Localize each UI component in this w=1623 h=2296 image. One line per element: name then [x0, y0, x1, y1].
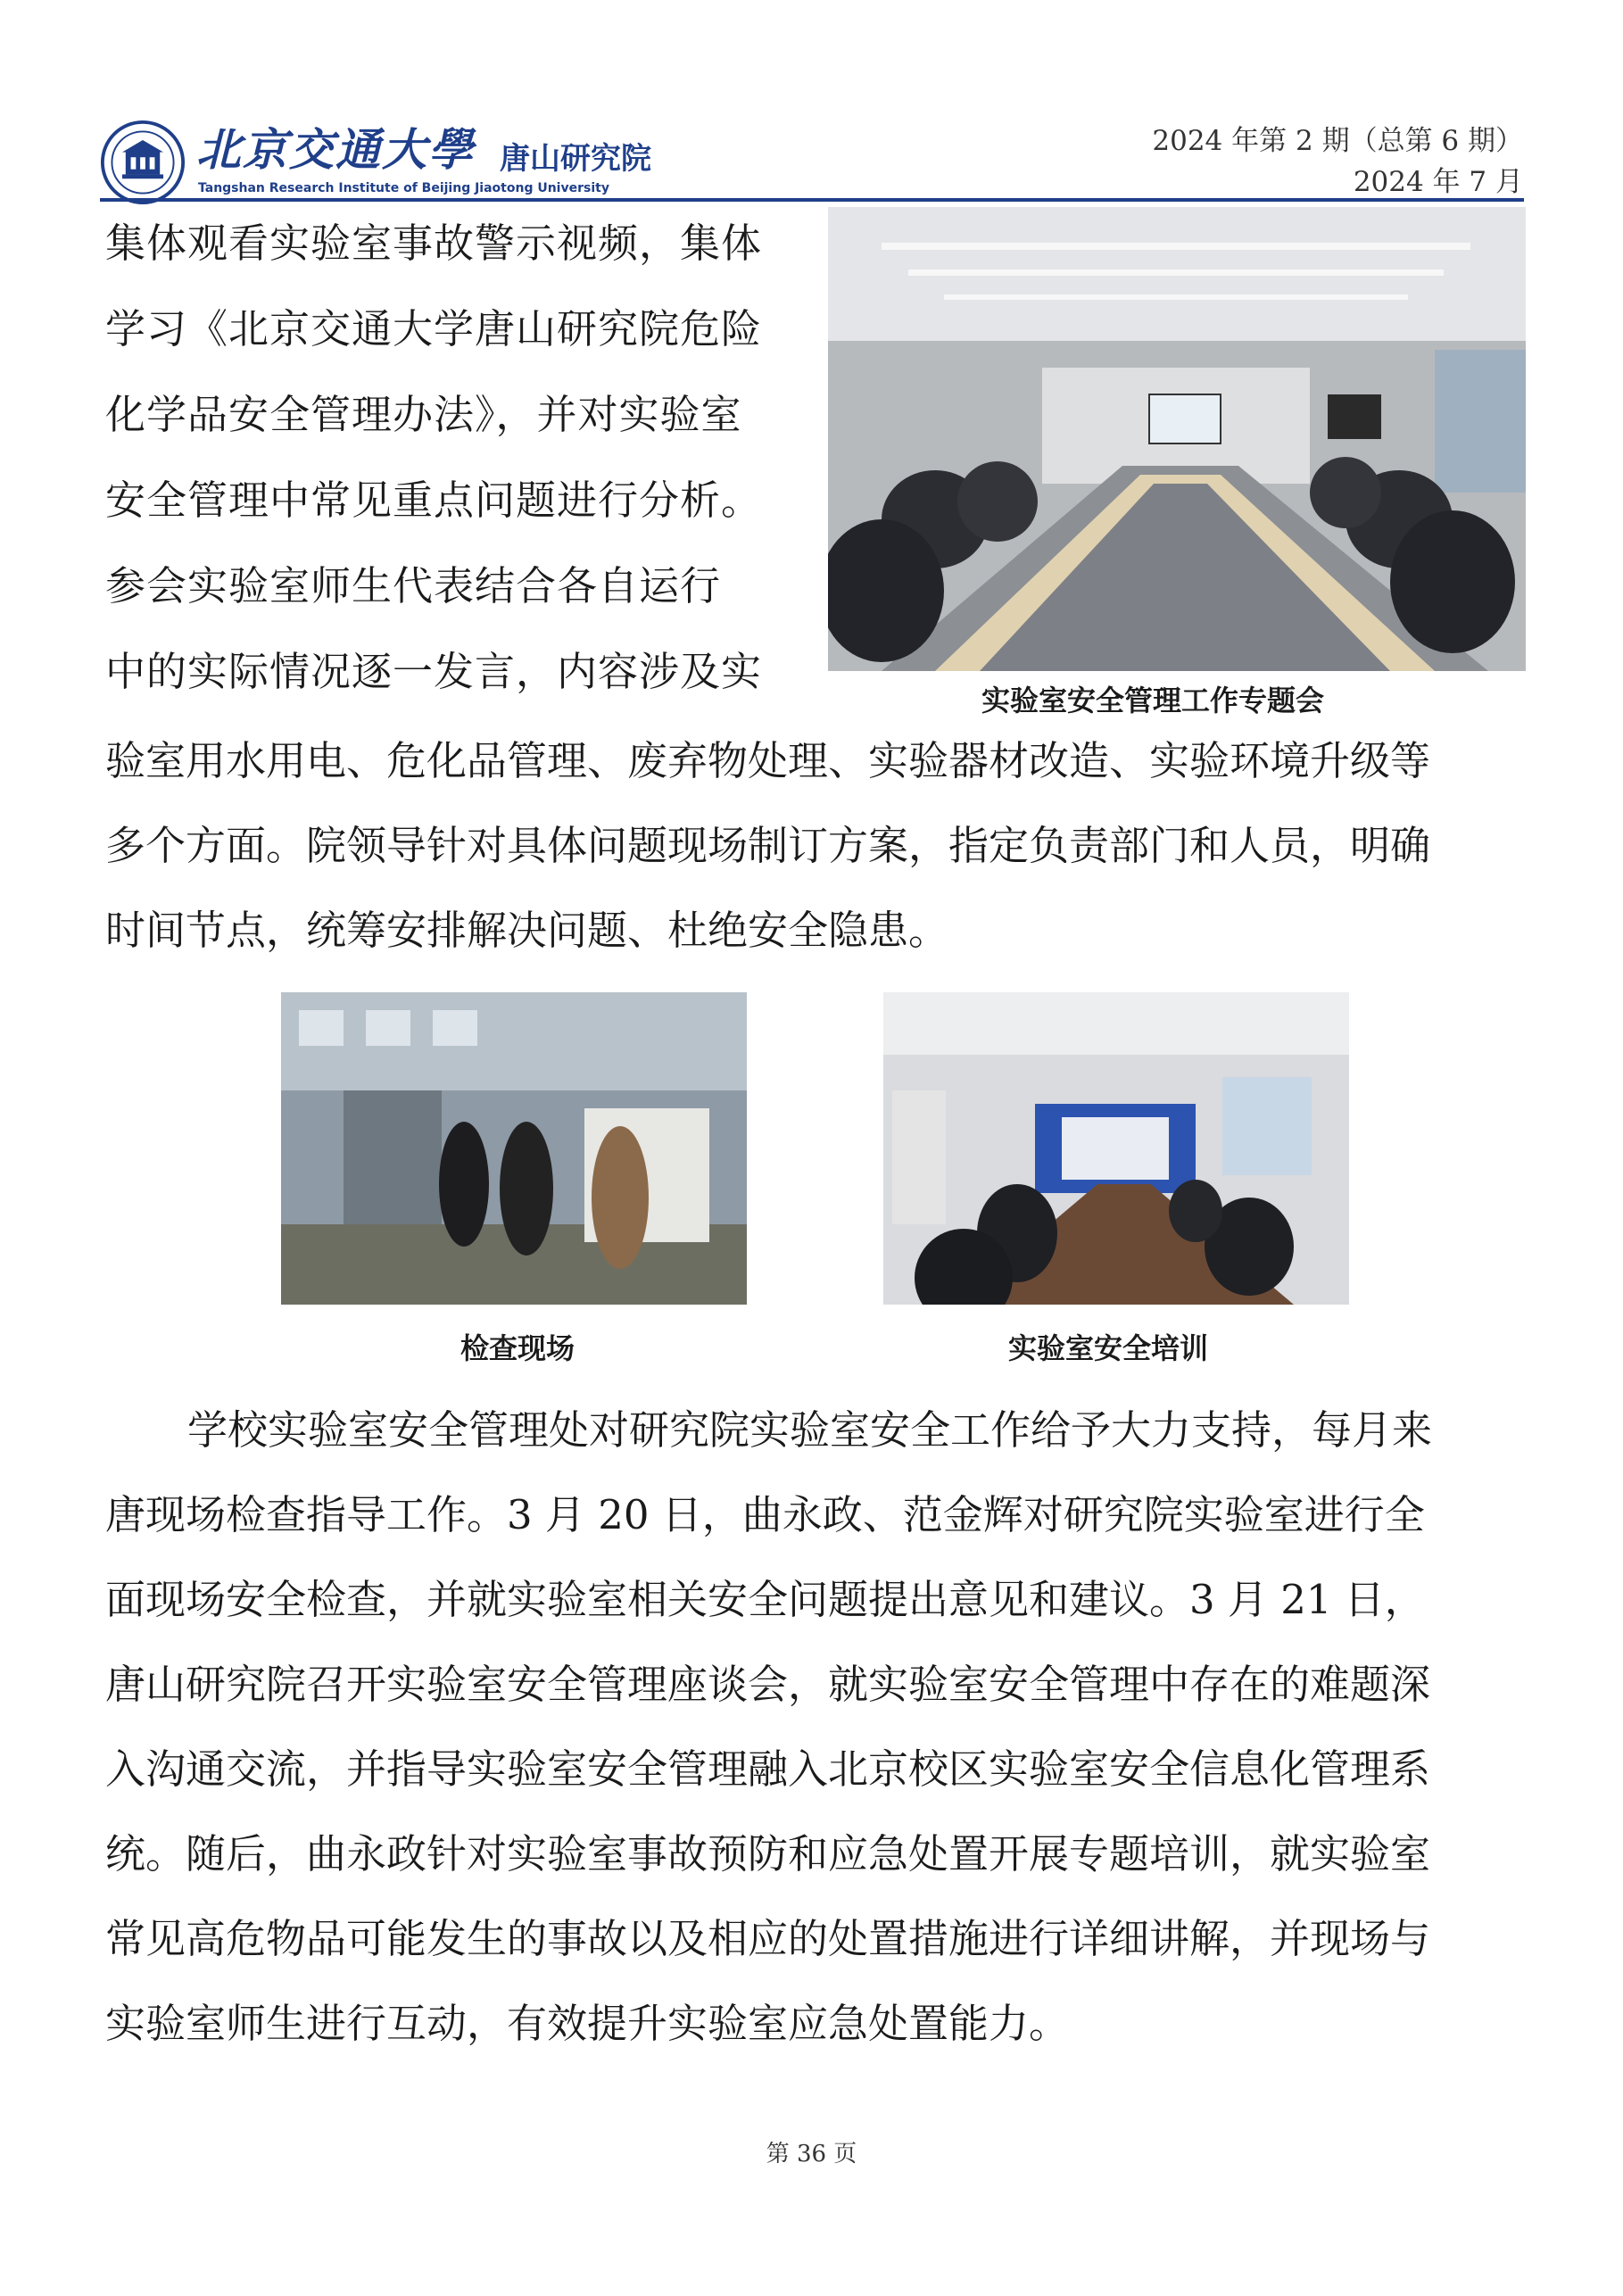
training-room-photo: [883, 992, 1349, 1305]
paragraph-line: 集体观看实验室事故警示视频，集体: [105, 220, 763, 267]
issue-number: 2024 年第 2 期（总第 6 期）: [1152, 125, 1523, 157]
paragraph-line: 统。随后，曲永政针对实验室事故预防和应急处置开展专题培训，就实验室: [105, 1830, 1431, 1877]
paragraph-line: 安全管理中常见重点问题进行分析。: [105, 477, 763, 524]
issue-date: 2024 年 7 月: [1353, 166, 1523, 198]
paragraph-line: 学习《北京交通大学唐山研究院危险: [105, 305, 763, 352]
photo-caption: 检查现场: [460, 1331, 576, 1365]
paragraph-line: 面现场安全检查，并就实验室相关安全问题提出意见和建议。3 月 21 日，: [105, 1576, 1425, 1623]
paragraph-line: 验室用水用电、危化品管理、废弃物处理、实验器材改造、实验环境升级等: [105, 737, 1431, 784]
paragraph-line: 中的实际情况逐一发言，内容涉及实: [105, 648, 763, 695]
paragraph-line: 时间节点，统筹安排解决问题、杜绝安全隐患。: [105, 907, 949, 954]
logo-english-name: Tangshan Research Institute of Beijing Jiaotong University: [198, 181, 609, 195]
logo-institute-name: 唐山研究院: [500, 141, 651, 177]
lab-inspection-photo: [281, 992, 747, 1305]
paragraph-line: 多个方面。院领导针对具体问题现场制订方案，指定负责部门和人员，明确: [105, 822, 1431, 869]
page-number: 第 36 页: [766, 2141, 857, 2168]
paragraph-line: 入沟通交流，并指导实验室安全管理融入北京校区实验室安全信息化管理系: [105, 1745, 1431, 1793]
paragraph-line: 学校实验室安全管理处对研究院实验室安全工作给予大力支持，每月来: [187, 1406, 1433, 1454]
paragraph-line: 实验室师生进行互动，有效提升实验室应急处置能力。: [105, 2000, 1070, 2047]
paragraph-line: 化学品安全管理办法》，并对实验室: [105, 391, 742, 438]
paragraph-line: 唐现场检查指导工作。3 月 20 日，曲永政、范金辉对研究院实验室进行全: [105, 1491, 1425, 1538]
photo-caption: 实验室安全管理工作专题会: [981, 684, 1325, 717]
logo-university-name: 北京交通大學: [196, 123, 475, 176]
university-seal-icon: [100, 120, 186, 205]
paragraph-line: 参会实验室师生代表结合各自运行: [105, 562, 722, 609]
header-divider: [100, 198, 1524, 202]
paragraph-line: 唐山研究院召开实验室安全管理座谈会，就实验室安全管理中存在的难题深: [105, 1661, 1431, 1708]
conference-room-photo: [828, 207, 1526, 671]
photo-caption: 实验室安全培训: [1008, 1331, 1209, 1365]
paragraph-line: 常见高危物品可能发生的事故以及相应的处置措施进行详细讲解，并现场与: [105, 1915, 1431, 1962]
